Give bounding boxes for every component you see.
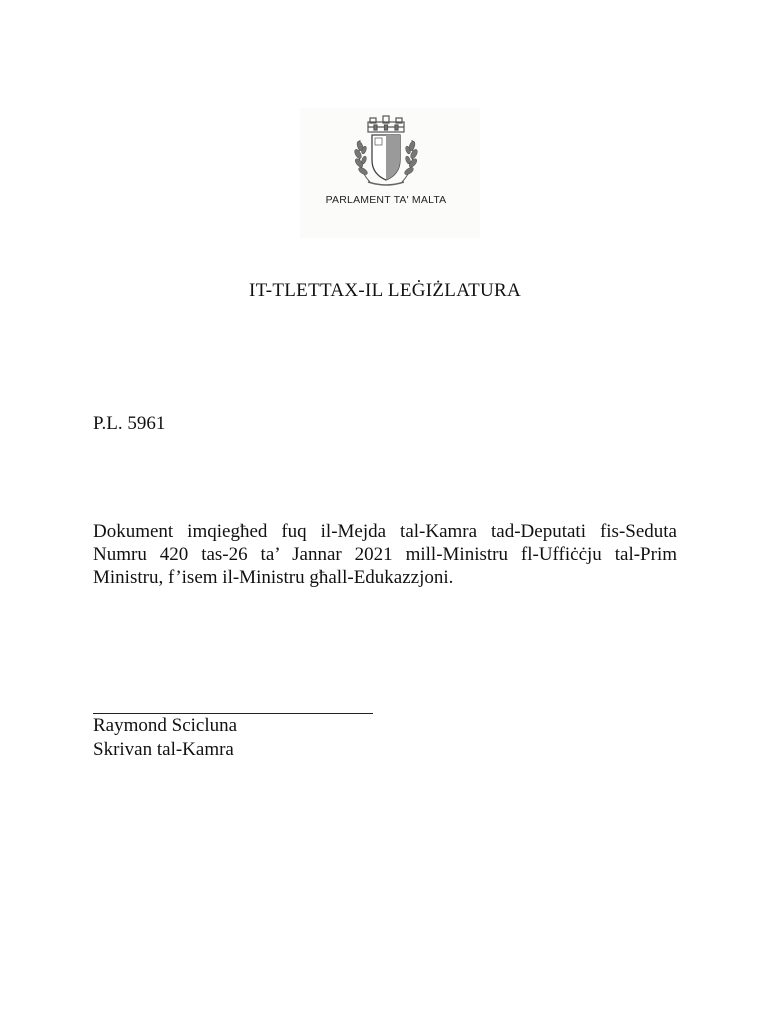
pl-number: P.L. 5961 bbox=[93, 413, 166, 434]
signatory-name: Raymond Scicluna bbox=[93, 715, 238, 736]
parliament-emblem bbox=[300, 108, 480, 238]
malta-coat-of-arms-icon bbox=[300, 108, 472, 192]
legislature-heading: IT-TLETTAX-IL LEĠIŻLATURA bbox=[248, 280, 522, 301]
signatory-block bbox=[93, 714, 237, 762]
emblem-caption: PARLAMENT TA' MALTA bbox=[325, 194, 447, 206]
document-paragraph: Dokument imqiegħed fuq il-Mejda tal-Kamra tad-Deputati fis-Seduta Numru 420 tas-26 ta’ Jannar 2021 mill-Ministru fl-Uffiċċju tal-Prim Ministru, f’isem il-Ministru għall-Edukazzjoni. bbox=[93, 521, 677, 588]
signatory-title: Skrivan tal-Kamra bbox=[93, 739, 234, 760]
